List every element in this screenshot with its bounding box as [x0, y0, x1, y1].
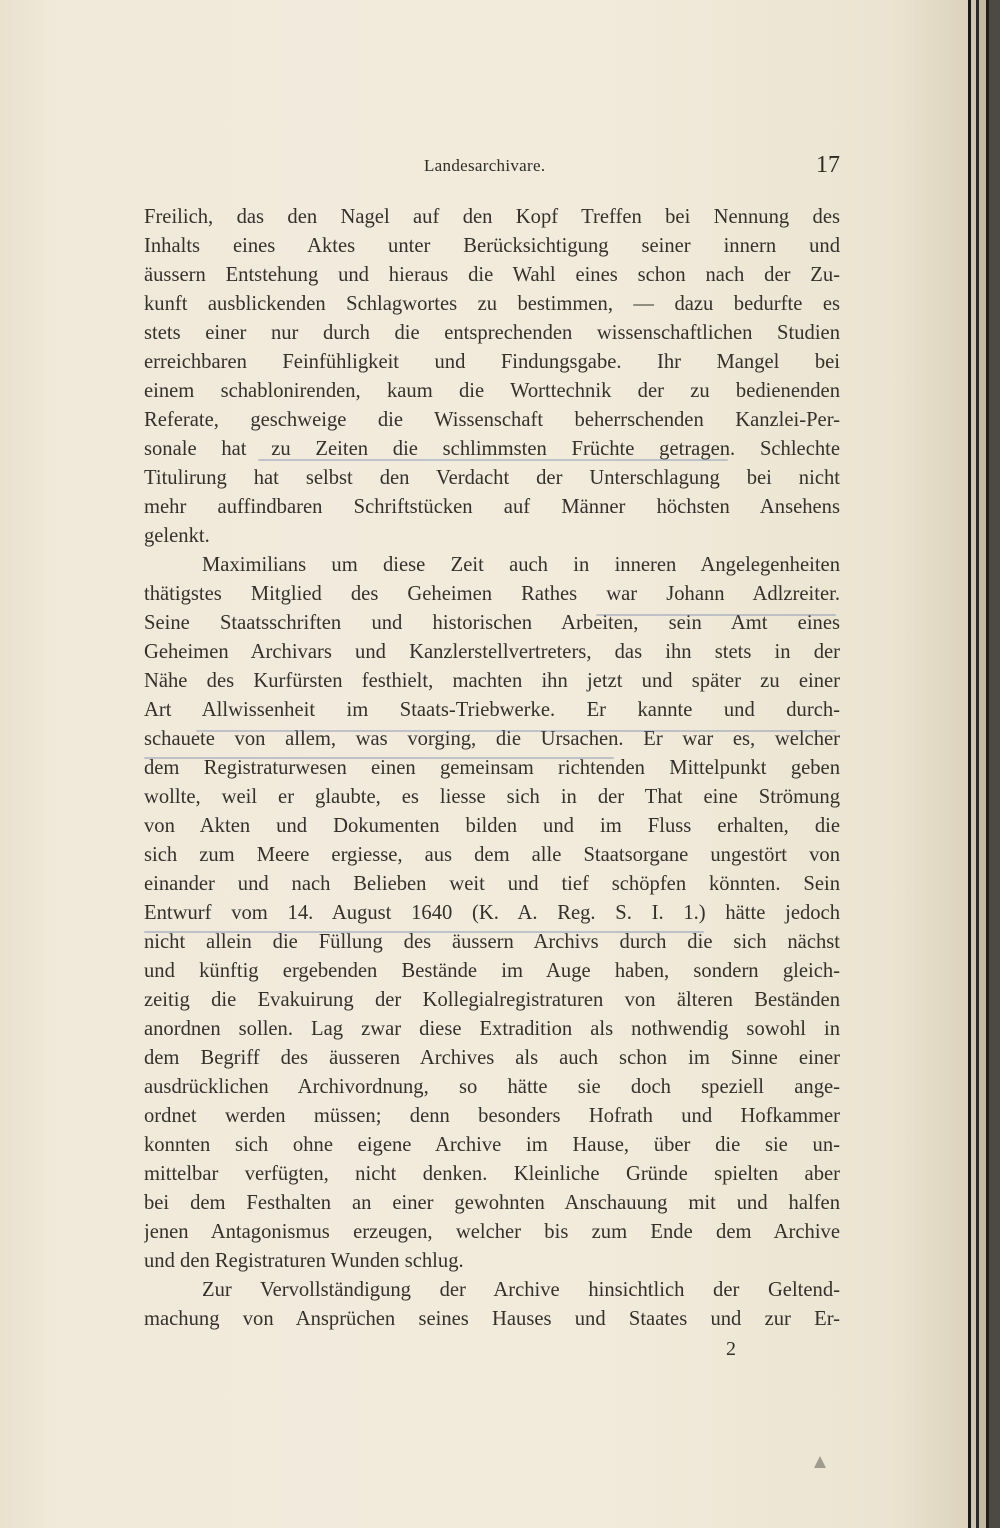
ink-smudge	[812, 1454, 828, 1470]
text-line: Maximilians um diese Zeit auch in inneren Angelegenheiten	[202, 554, 840, 576]
text-line: Seine Staatsschriften und historischen Arbeiten, sein Amt eines	[144, 612, 840, 634]
page-edge-line	[976, 0, 979, 1528]
text-line: äussern Entstehung und hieraus die Wahl eines schon nach der Zu-	[144, 264, 840, 286]
text-line: Titulirung hat selbst den Verdacht der Unterschlagung bei nicht	[144, 467, 840, 489]
text-line: mittelbar verfügten, nicht denken. Kleinliche Gründe spielten aber	[144, 1163, 840, 1185]
book-cover-edge	[989, 0, 1000, 1528]
text-line: von Akten und Dokumenten bilden und im Fluss erhalten, die	[144, 815, 840, 837]
text-line: thätigstes Mitglied des Geheimen Rathes war Johann Adlzreiter.	[144, 583, 840, 605]
running-title: Landesarchivare.	[424, 156, 546, 175]
text-line: dem Begriff des äusseren Archives als auch schon im Sinne einer	[144, 1047, 840, 1069]
text-line: gelenkt.	[144, 525, 210, 547]
text-line: schauete von allem, was vorging, die Ursachen. Er war es, welcher	[144, 728, 840, 750]
page-number: 17	[816, 152, 840, 178]
running-header	[144, 152, 840, 184]
page-edge-line	[968, 0, 971, 1528]
text-line: Inhalts eines Aktes unter Berücksichtigung seiner innern und	[144, 235, 840, 257]
text-line: Referate, geschweige die Wissenschaft beherrschenden Kanzlei-Per-	[144, 409, 840, 431]
signature-mark: 2	[726, 1338, 736, 1360]
text-line: Freilich, das den Nagel auf den Kopf Treffen bei Nennung des	[144, 206, 840, 228]
text-line: mehr auffindbaren Schriftstücken auf Männer höchsten Ansehens	[144, 496, 840, 518]
text-line: wollte, weil er glaubte, es liesse sich in der That eine Strömung	[144, 786, 840, 808]
text-line: Art Allwissenheit im Staats-Triebwerke. Er kannte und durch-	[144, 699, 840, 721]
text-line: einander und nach Belieben weit und tief schöpfen könnten. Sein	[144, 873, 840, 895]
text-line: machung von Ansprüchen seines Hauses und Staates und zur Er-	[144, 1308, 840, 1330]
text-line: stets einer nur durch die entsprechenden wissenschaftlichen Studien	[144, 322, 840, 344]
pencil-underline	[196, 730, 836, 732]
text-line: dem Registraturwesen einen gemeinsam richtenden Mittelpunkt geben	[144, 757, 840, 779]
text-line: sonale hat zu Zeiten die schlimmsten Früchte getragen. Schlechte	[144, 438, 840, 460]
text-line: Geheimen Archivars und Kanzlerstellvertreters, das ihn stets in der	[144, 641, 840, 663]
text-line: Zur Vervollständigung der Archive hinsichtlich der Geltend-	[202, 1279, 840, 1301]
text-line: ausdrücklichen Archivordnung, so hätte sie doch speziell ange-	[144, 1076, 840, 1098]
pencil-underline	[596, 614, 836, 616]
text-line: Nähe des Kurfürsten festhielt, machten ihn jetzt und später zu einer	[144, 670, 840, 692]
pencil-underline	[144, 931, 704, 933]
pencil-underline	[144, 757, 614, 759]
text-line: und künftig ergebenden Bestände im Auge haben, sondern gleich-	[144, 960, 840, 982]
text-line: einem schablonirenden, kaum die Worttechnik der zu bedienenden	[144, 380, 840, 402]
text-line: erreichbaren Feinfühligkeit und Findungsgabe. Ihr Mangel bei	[144, 351, 840, 373]
text-line: sich zum Meere ergiesse, aus dem alle Staatsorgane ungestört von	[144, 844, 840, 866]
body-text	[144, 203, 840, 1334]
page-edge-line	[986, 0, 989, 1528]
text-line: bei dem Festhalten an einer gewohnten Anschauung mit und halfen	[144, 1192, 840, 1214]
text-line: anordnen sollen. Lag zwar diese Extradition als nothwendig sowohl in	[144, 1018, 840, 1040]
text-line: und den Registraturen Wunden schlug.	[144, 1250, 464, 1272]
page-edge-strip	[979, 0, 986, 1528]
text-line: nicht allein die Füllung des äussern Archivs durch die sich nächst	[144, 931, 840, 953]
text-line: kunft ausblickenden Schlagwortes zu bestimmen, — dazu bedurfte es	[144, 293, 840, 315]
text-line: jenen Antagonismus erzeugen, welcher bis zum Ende dem Archive	[144, 1221, 840, 1243]
pencil-underline	[258, 459, 728, 461]
text-line: ordnet werden müssen; denn besonders Hofrath und Hofkammer	[144, 1105, 840, 1127]
text-line: zeitig die Evakuirung der Kollegialregistraturen von älteren Beständen	[144, 989, 840, 1011]
text-line: konnten sich ohne eigene Archive im Hause, über die sie un-	[144, 1134, 840, 1156]
text-line: Entwurf vom 14. August 1640 (K. A. Reg. S. I. 1.) hätte jedoch	[144, 902, 840, 924]
